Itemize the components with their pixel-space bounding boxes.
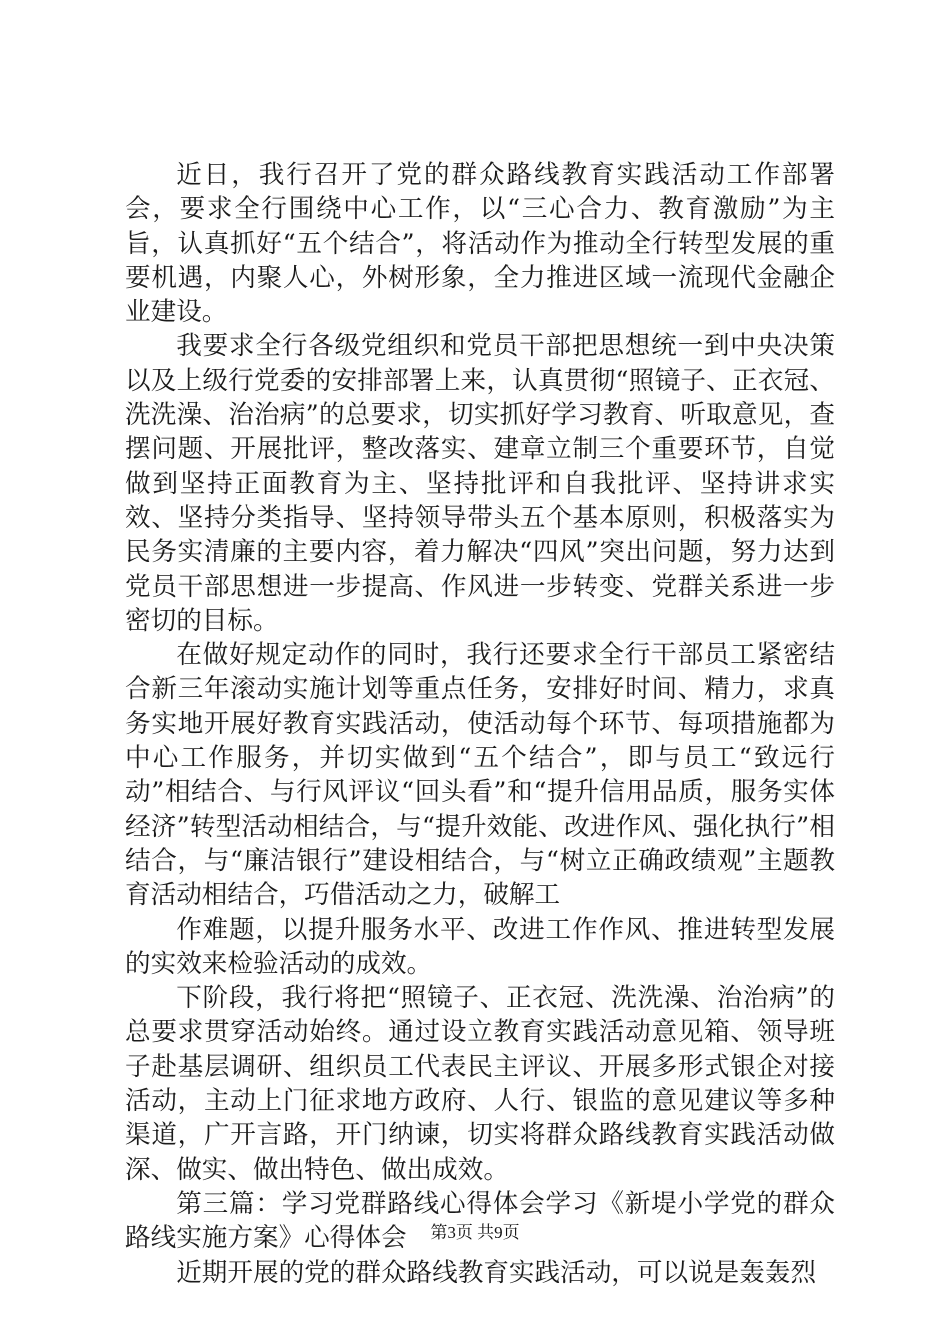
paragraph-2: 我要求全行各级党组织和党员干部把思想统一到中央决策以及上级行党委的安排部署上来，认真贯彻“照镜子、正衣冠、洗洗澡、治治病”的总要求，切实抓好学习教育、听取意见，查摆问题、开展批评，整改落实、建章立制三个重要环节，自觉做到坚持正面教育为主、坚持批评和自我批评、坚持讲求实效、坚持分类指导、坚持领导带头五个基本原则，积极落实为民务实清廉的主要内容，着力解决“四风”突出问题，努力达到党员干部思想进一步提高、作风进一步转变、党群关系进一步密切的目标。 bbox=[125, 331, 835, 636]
paragraph-3: 在做好规定动作的同时，我行还要求全行干部员工紧密结合新三年滚动实施计划等重点任务，安排好时间、精力，求真务实地开展好教育实践活动，使活动每个环节、每项措施都为中心工作服务，并切实做到“五个结合”，即与员工“致远行动”相结合、与行风评议“回头看”和“提升信用品质，服务实体经济”转型活动相结合，与“提升效能、改进作风、强化执行”相结合，与“廉洁银行”建设相结合，与“树立正确政绩观”主题教育活动相结合，巧借活动之力，破解工 bbox=[125, 640, 835, 911]
paragraph-4: 作难题，以提升服务水平、改进工作作风、推进转型发展的实效来检验活动的成效。 bbox=[125, 914, 835, 979]
paragraph-1: 近日，我行召开了党的群众路线教育实践活动工作部署会，要求全行围绕中心工作，以“三心合力、教育激励”为主旨，认真抓好“五个结合”，将活动作为推动全行转型发展的重要机遇，内聚人心，外树形象，全力推进区域一流现代金融企业建设。 bbox=[125, 160, 835, 328]
paragraph-6: 近期开展的党的群众路线教育实践活动，可以说是轰轰烈 bbox=[176, 1257, 817, 1288]
paragraph-5: 下阶段，我行将把“照镜子、正衣冠、洗洗澡、治治病”的总要求贯穿活动始终。通过设立教育实践活动意见箱、领导班子赴基层调研、组织员工代表民主评议、开展多形式银企对接活动，主动上门征求地方政府、人行、银监的意见建议等多种渠道，广开言路，开门纳谏，切实将群众路线教育实践活动做深、做实、做出特色、做出成效。 bbox=[125, 983, 835, 1185]
section-heading: 第三篇：学习党群路线心得体会学习《新堤小学党的群众路线实施方案》心得体会 bbox=[125, 1188, 835, 1254]
document-body bbox=[125, 158, 835, 1290]
page-footer: 第3页 共9页 bbox=[430, 1223, 520, 1242]
